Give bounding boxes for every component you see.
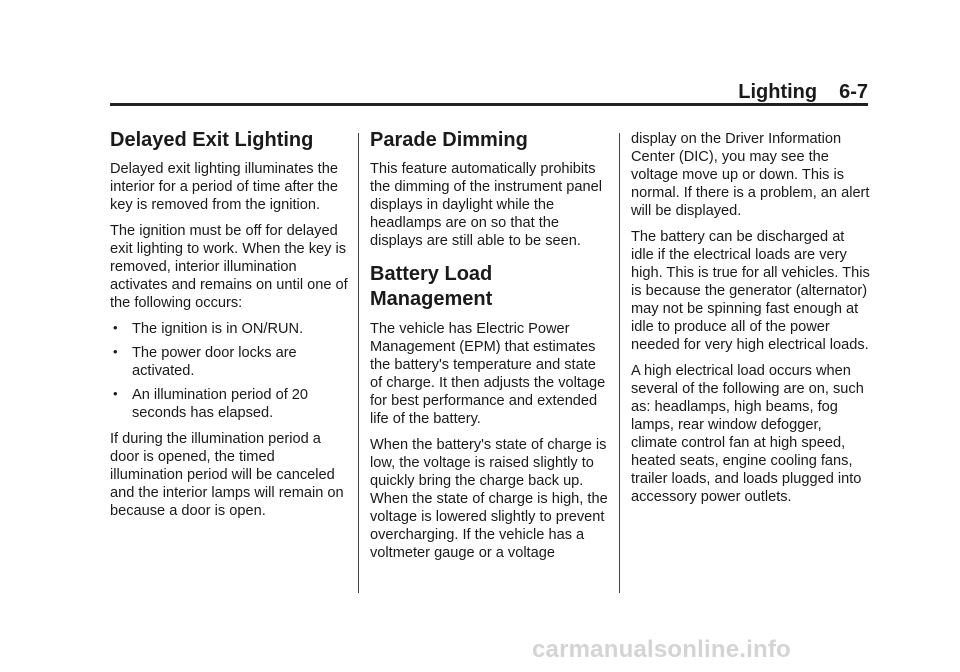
bullet-list	[110, 320, 350, 422]
header-rule	[110, 103, 868, 106]
paragraph: A high electrical load occurs when several of the following are on, such as: headlamps, high beams, fog lamps, rear window defogger, climate control fan at high speed, heated seats, engine cooling fans, trailer loads, and loads plugged into accessory power outlets.	[631, 363, 864, 505]
column-2	[370, 128, 610, 570]
paragraph: The ignition must be off for delayed exit lighting to work. When the key is removed, interior illumination activates and remains on until one of the following occurs:	[110, 223, 348, 311]
paragraph: The vehicle has Electric Power Management (EPM) that estimates the battery's temperature and state of charge. It then adjusts the voltage for best performance and extended life of the battery.	[370, 321, 606, 427]
paragraph: When the battery's state of charge is low, the voltage is raised slightly to quickly bring the charge back up. When the state of charge is high, the voltage is lowered slightly to prevent overcharging. If the vehicle has a voltmeter gauge or a voltage	[370, 437, 608, 561]
paragraph: display on the Driver Information Center (DIC), you may see the voltage move up or down. This is normal. If there is a problem, an alert will be displayed.	[631, 131, 870, 219]
column-3	[631, 130, 871, 514]
column-1	[110, 128, 350, 528]
paragraph: This feature automatically prohibits the dimming of the instrument panel displays in daylight while the headlamps are on so that the displays are still able to be seen.	[370, 161, 603, 249]
paragraph: If during the illumination period a door is opened, the timed illumination period will be canceled and the interior lamps will remain on because a door is open.	[110, 431, 344, 519]
paragraph: Delayed exit lighting illuminates the interior for a period of time after the key is removed from the ignition.	[110, 161, 338, 213]
section-title: Lighting	[738, 81, 818, 103]
heading-parade-dimming: Parade Dimming	[370, 129, 528, 151]
heading-line: Battery Load	[370, 263, 493, 285]
column-divider	[358, 133, 359, 593]
heading-line: Management	[370, 288, 493, 310]
list-item: • An illumination period of 20 seconds has elapsed.	[110, 386, 350, 422]
list-item: • The power door locks are activated.	[110, 344, 350, 380]
watermark: carmanualsonline.info	[532, 636, 791, 663]
list-item: • The ignition is in ON/RUN.	[110, 320, 350, 338]
page-number: 6-7	[839, 81, 868, 103]
heading-delayed-exit-lighting: Delayed Exit Lighting	[110, 129, 314, 151]
paragraph: The battery can be discharged at idle if the electrical loads are very high. This is true for all vehicles. This is because the generator (alternator) may not be spinning fast enough at idle to produce all of the power needed for very high electrical loads.	[631, 229, 870, 353]
heading-battery-load-management	[370, 262, 610, 312]
column-divider	[619, 133, 620, 593]
